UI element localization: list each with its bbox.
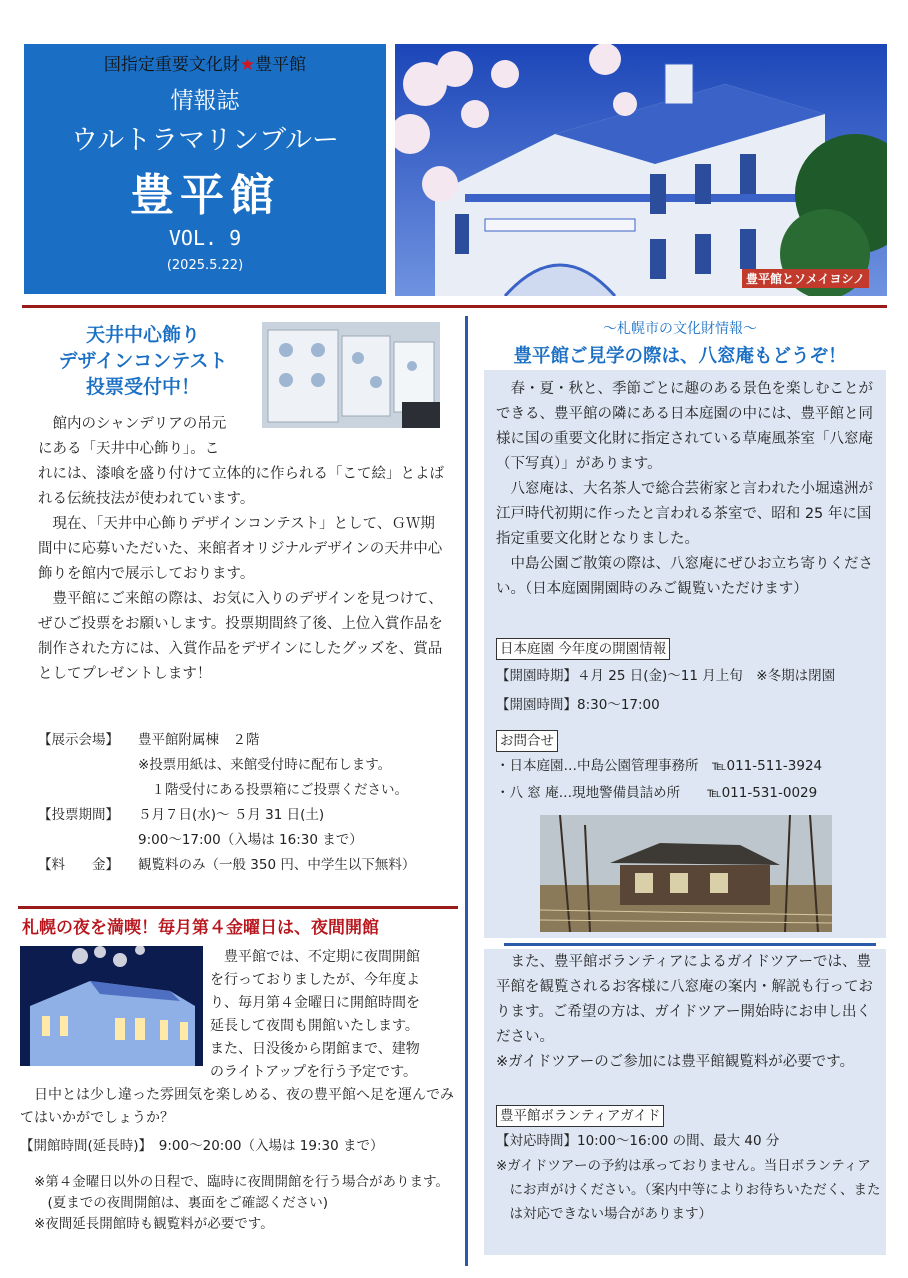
info-row: 9:00～17:00（入場は 16:30 まで） (138, 832, 363, 848)
column-divider (465, 316, 468, 1266)
article1-body: れには、漆喰を盛り付けて立体的に作られる「こて絵」とよばれる伝統技法が使われています。 現在、「天井中心飾りデザインコンテスト」として、ＧＷ期間中に応募いただいた、来館者オリジナルデザインの天井中心飾りを館内で展示しております。 豊平館にご来館の際は、お気に入りのデザインを見つけて、ぜひご投票をお願いします。投票期間終了後、上位入賞作品を制作された方には、入賞作品をデザインにしたグッズを、賞品としてプレゼントします！ (38, 466, 444, 682)
info-row: 【展示会場】 豊平館附属棟 ２階 (38, 732, 260, 748)
header-divider (22, 305, 887, 308)
info-row: 【料 金】 観覧料のみ（一般 350 円、中学生以下無料） (38, 857, 416, 873)
guide-info: 豊平館ボランティアガイド 【対応時間】10:00～16:00 の間、最大 40 分 ※ガイドツアーの予約は承っておりません。当日ボランティアにお声がけください。（案内中等によりお待ちいただく、または対応できない場合があります） (496, 1105, 882, 1226)
contact-info: お問合せ ・日本庭園…中島公園管理事務所 ℡011-511-3924 ・八 窓 庵…現地警備員詰め所 ℡011-531-0029 (496, 730, 822, 806)
article1-photo (262, 322, 440, 428)
hoheikan-building-illustration (395, 44, 887, 296)
garden-info-label: 日本庭園 今年度の開園情報 (496, 638, 670, 660)
masthead-panel (24, 44, 386, 294)
article3-title: 豊平館ご見学の際は、八窓庵もどうぞ！ (513, 346, 847, 367)
article3-divider (504, 943, 876, 946)
tea-house-illustration (540, 815, 832, 932)
ceiling-medallion-display-illustration (262, 322, 440, 428)
article1-title: 天井中心飾り デザインコンテスト 投票受付中！ (58, 324, 228, 398)
info-row: 【投票期間】 ５月７日(水)～ ５月 31 日(土) (38, 807, 325, 823)
star-icon: ★ (239, 55, 256, 75)
garden-info: 日本庭園 今年度の開園情報 【開園時期】４月 25 日(金)～11 月上旬 ※冬期は閉園 【開園時間】8:30～17:00 (496, 638, 835, 718)
article3-kicker: ～札幌市の文化財情報～ (603, 321, 757, 337)
article3-body: 春・夏・秋と、季節ごとに趣のある景色を楽しむことができる、豊平館の隣にある日本庭園の中には、豊平館と同様に国の重要文化財に指定されている草庵風茶室「八窓庵（下写真）」があります。 八窓庵は、大名茶人で総合芸術家と言われた小堀遠洲が江戸時代初期に作ったと言われる茶室で、昭和 25 年に国指定重要文化財となりました。 中島公園ご散策の際は、八窓庵にぜひお立ち寄りください。（日本庭園開園時のみご観覧いただけます） (496, 381, 873, 597)
article2-notes: ※第４金曜日以外の日程で、臨時に夜間開館を行う場合があります。(夏までの夜間開館は、裏面をご確認ください) ※夜間延長開館時も観覧料が必要です。 (34, 1174, 449, 1232)
issue-date: (2025.5.22) (166, 258, 244, 273)
article2-title: 札幌の夜を満喫！毎月第４金曜日は、夜間開館 (22, 918, 379, 938)
article2-photo (20, 946, 203, 1066)
article2-body: 日中とは少し違った雰囲気を楽しめる、夜の豊平館へ足を運んでみてはいかがでしょうか？ (20, 1087, 454, 1126)
night-illumination-illustration (20, 946, 203, 1066)
info-row: ※投票用紙は、来館受付時に配布します。 (138, 757, 392, 773)
masthead-subtitle: 国指定重要文化財★豊平館 (103, 55, 307, 75)
article1-intro: 館内のシャンデリアの吊元 にある「天井中心飾り」。こ (38, 416, 227, 457)
photo-caption: 豊平館とソメイヨシノ (742, 269, 869, 288)
contact-label: お問合せ (496, 730, 558, 752)
article2-intro: 豊平館では、不定期に夜間開館 を行っておりましたが、今年度よ り、毎月第４金曜日に開館時間を 延長して夜間も開館いたします。 また、日没後から閉館まで、建物 のライトアップを行う予定です。 (210, 949, 420, 1080)
masthead-series-name: ウルトラマリンブルー (70, 125, 340, 156)
masthead-title: 豊平館 (130, 170, 280, 221)
hero-photo (395, 44, 887, 296)
article2-divider (18, 906, 458, 909)
masthead-label: 情報誌 (170, 88, 240, 114)
guide-label: 豊平館ボランティアガイド (496, 1105, 664, 1127)
volume-number: VOL. 9 (168, 226, 242, 250)
hassoan-photo (540, 815, 832, 932)
night-hours: 【開館時間(延長時)】 9:00～20:00（入場は 19:30 まで） (20, 1138, 384, 1154)
guide-body: また、豊平館ボランティアによるガイドツアーでは、豊平館を観覧されるお客様に八窓庵の案内・解説も行っております。ご希望の方は、ガイドツアー開始時にお申し出ください。 ※ガイドツアーのご参加には豊平館観覧料が必要です。 (496, 954, 873, 1070)
info-row: １階受付にある投票箱にご投票ください。 (138, 782, 408, 798)
article1-info-table (38, 728, 448, 878)
